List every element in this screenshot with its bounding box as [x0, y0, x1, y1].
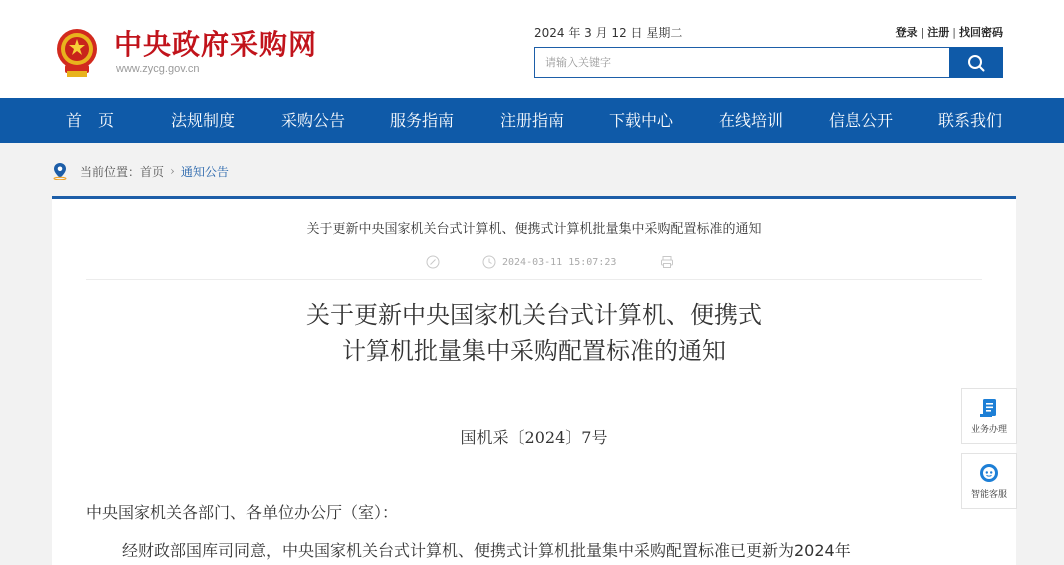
nav-registration-guide[interactable]: 注册指南 [500, 111, 565, 130]
divider [86, 279, 982, 280]
breadcrumb-home[interactable]: 首页 [140, 164, 165, 179]
addressee: 中央国家机关各部门、各单位办公厅（室）： [86, 503, 399, 522]
nav-service-guide[interactable]: 服务指南 [390, 111, 455, 130]
business-handling-label: 业务办理 [970, 425, 1007, 435]
site-url: www.zycg.gov.cn [116, 63, 200, 75]
timestamp: 2024-03-11 15:07:23 [502, 256, 617, 268]
clock-icon [482, 255, 496, 269]
breadcrumb-current[interactable]: 通知公告 [180, 164, 229, 179]
location-pin-icon [52, 162, 68, 180]
main-nav [0, 98, 1064, 143]
nav-home[interactable]: 首 页 [66, 111, 115, 130]
login-link[interactable]: 登录 [895, 26, 918, 39]
nav-online-training[interactable]: 在线培训 [719, 111, 784, 130]
chevron-right-icon: › [170, 164, 175, 178]
breadcrumb [52, 162, 229, 180]
auth-links [896, 24, 1003, 40]
nav-contact-us[interactable]: 联系我们 [938, 111, 1003, 130]
separator: | [920, 26, 925, 39]
site-name[interactable]: 中央政府采购网 [114, 28, 318, 61]
nav-download-center[interactable]: 下载中心 [609, 111, 674, 130]
business-handling-button[interactable] [961, 388, 1017, 444]
edit-icon[interactable] [426, 254, 440, 270]
article-title-line-2: 计算机批量集中采购配置标准的通知 [342, 337, 726, 365]
search-input[interactable] [534, 47, 950, 78]
document-icon [978, 397, 1000, 419]
separator: | [952, 26, 956, 39]
article-meta [52, 254, 1016, 270]
search-icon [967, 54, 985, 72]
nav-procurement-notices[interactable]: 采购公告 [281, 111, 346, 130]
article-title [52, 297, 1016, 369]
print-icon[interactable] [660, 254, 674, 270]
article-panel [52, 196, 1016, 565]
nav-regulations[interactable]: 法规制度 [171, 111, 236, 130]
publish-time [482, 254, 616, 270]
current-date: 2024 年 3 月 12 日 星期二 [534, 26, 683, 40]
recover-password-link[interactable]: 找回密码 [959, 26, 1003, 39]
site-header [0, 0, 1064, 98]
national-emblem-icon [53, 27, 101, 79]
smart-service-label: 智能客服 [970, 490, 1007, 500]
article-title-line-1: 关于更新中央国家机关台式计算机、便携式 [306, 301, 762, 329]
body-paragraph: 经财政部国库司同意，中央国家机关台式计算机、便携式计算机批量集中采购配置标准已更新为2024年 [122, 541, 851, 560]
document-number: 国机采〔2024〕7号 [460, 428, 608, 447]
nav-info-disclosure[interactable]: 信息公开 [829, 111, 894, 130]
register-link[interactable]: 注册 [927, 26, 950, 39]
article-header-title: 关于更新中央国家机关台式计算机、便携式计算机批量集中采购配置标准的通知 [306, 222, 762, 237]
smart-service-button[interactable] [961, 453, 1017, 509]
search-button[interactable] [949, 47, 1003, 78]
chatbot-icon [978, 462, 1000, 484]
breadcrumb-prefix: 当前位置： [80, 164, 141, 179]
